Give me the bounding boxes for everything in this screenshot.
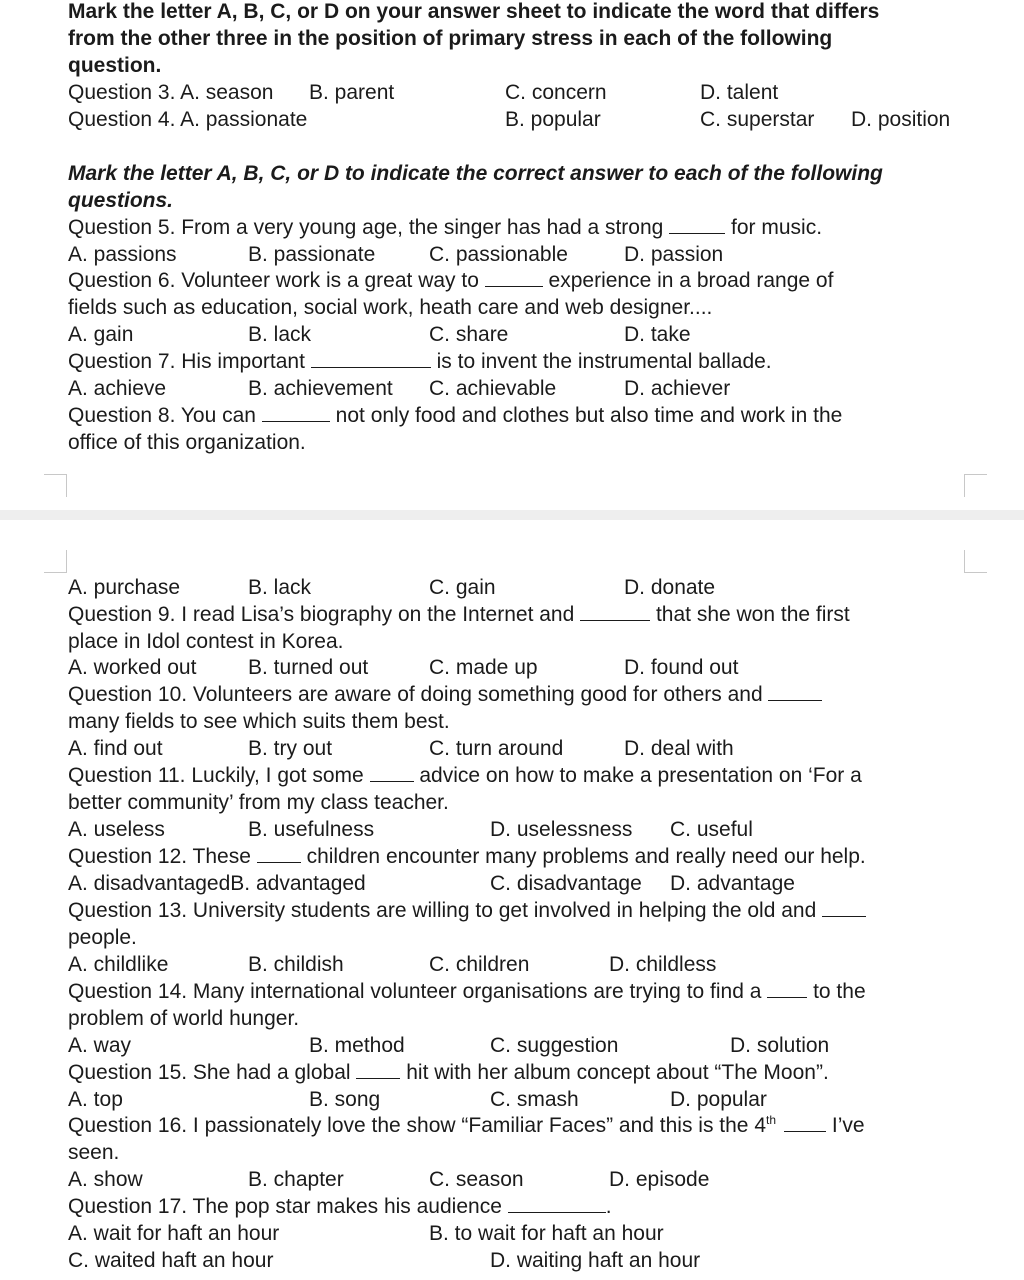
option-a: A. childlike xyxy=(68,953,169,976)
question-text-end: . xyxy=(605,1195,612,1218)
option-d: D. advantage xyxy=(670,872,795,895)
option-a: A. useless xyxy=(68,818,165,841)
option-a: A. passions xyxy=(68,243,177,266)
option-a: A. season xyxy=(180,81,274,104)
option-b: B. chapter xyxy=(248,1168,344,1191)
question-text-end: advice on how to make a presentation on ‘For a xyxy=(413,764,862,787)
question-text-line-2: place in Idol contest in Korea. xyxy=(68,630,344,653)
answer-blank xyxy=(257,844,301,863)
instruction2-line-1: Mark the letter A, B, C, or D to indicate the correct answer to each of the following xyxy=(68,162,883,185)
option-b: B. usefulness xyxy=(248,818,375,841)
answer-blank xyxy=(508,1194,606,1213)
option-a: A. passionate xyxy=(180,108,308,131)
question-text-line-2: many fields to see which suits them best. xyxy=(68,710,450,733)
question-text-end: to the xyxy=(807,980,866,1003)
option-a: A. show xyxy=(68,1168,143,1191)
instruction-line-2: from the other three in the position of primary stress in each of the following xyxy=(68,27,833,50)
option-c: C. waited haft an hour xyxy=(68,1249,274,1272)
option-b: B. achievement xyxy=(248,377,393,400)
question-text: Question 7. His important xyxy=(68,350,311,373)
instruction2-line-2: questions. xyxy=(68,189,174,212)
question-text-line-2: fields such as education, social work, heath care and web designer.... xyxy=(68,296,713,319)
question-text-end: experience in a broad range of xyxy=(542,269,834,292)
option-d: D. episode xyxy=(609,1168,710,1191)
question-text: Question 12. These xyxy=(68,845,257,868)
page-corner-mark xyxy=(964,550,987,573)
option-a: A. wait for haft an hour xyxy=(68,1222,280,1245)
option-d: D. take xyxy=(624,323,691,346)
question-text-end: hit with her album concept about “The Moon”. xyxy=(400,1061,829,1084)
page-corner-mark xyxy=(44,474,67,497)
option-a: A. achieve xyxy=(68,377,167,400)
answer-blank xyxy=(262,403,330,422)
option-a: A. find out xyxy=(68,737,163,760)
option-b: B. childish xyxy=(248,953,344,976)
question-text-end: children encounter many problems and really need our help. xyxy=(300,845,866,868)
option-c: C. disadvantage xyxy=(490,872,642,895)
question-text: Question 9. I read Lisa’s biography on the Internet and xyxy=(68,603,581,626)
question-text-end: not only food and clothes but also time and work in the xyxy=(329,404,843,427)
option-d: D. achiever xyxy=(624,377,731,400)
answer-blank xyxy=(822,898,866,917)
question-text-line-2: people. xyxy=(68,926,137,949)
question-text-end: for music. xyxy=(725,216,823,239)
option-c: C. turn around xyxy=(429,737,564,760)
option-d: D. waiting haft an hour xyxy=(490,1249,701,1272)
question-text: Question 11. Luckily, I got some xyxy=(68,764,370,787)
question-text: Question 14. Many international volunteer organisations are trying to find a xyxy=(68,980,768,1003)
question-text: Question 8. You can xyxy=(68,404,262,427)
option-c: C. superstar xyxy=(700,108,815,131)
answer-blank xyxy=(311,349,431,368)
option-d: D. found out xyxy=(624,656,739,679)
answer-blank xyxy=(485,268,543,287)
question-label: Question 4. xyxy=(68,108,181,131)
option-c: C. made up xyxy=(429,656,538,679)
question-text: Question 10. Volunteers are aware of doing something good for others and xyxy=(68,683,769,706)
option-a: A. way xyxy=(68,1034,132,1057)
option-c: C. season xyxy=(429,1168,524,1191)
question-text: Question 13. University students are willing to get involved in helping the old and xyxy=(68,899,823,922)
answer-blank xyxy=(356,1060,400,1079)
question-text-line-2: problem of world hunger. xyxy=(68,1007,300,1030)
option-d: D. childless xyxy=(609,953,717,976)
question-text-line-2: seen. xyxy=(68,1141,120,1164)
option-b: B. method xyxy=(309,1034,405,1057)
option-b: B. turned out xyxy=(248,656,369,679)
option-d: D. solution xyxy=(730,1034,830,1057)
option-d: D. passion xyxy=(624,243,724,266)
option-c: C. achievable xyxy=(429,377,557,400)
question-text-line-2: better community’ from my class teacher. xyxy=(68,791,449,814)
option-c: C. suggestion xyxy=(490,1034,619,1057)
option-c: C. children xyxy=(429,953,530,976)
option-a: A. purchase xyxy=(68,576,181,599)
option-d: D. deal with xyxy=(624,737,734,760)
answer-blank xyxy=(580,602,650,621)
option-d: D. talent xyxy=(700,81,779,104)
option-c: C. gain xyxy=(429,576,496,599)
option-b: B. lack xyxy=(248,323,312,346)
option-b: B. passionate xyxy=(248,243,376,266)
option-c: C. passionable xyxy=(429,243,568,266)
question-text: Question 16. I passionately love the show “Familiar Faces” and this is the 4 xyxy=(68,1114,767,1137)
option-a: A. worked out xyxy=(68,656,197,679)
page-corner-mark xyxy=(964,474,987,497)
option-c: C. concern xyxy=(505,81,607,104)
instruction-line-3: question. xyxy=(68,54,162,77)
option-a: A. top xyxy=(68,1088,123,1111)
question-text-end: I’ve xyxy=(826,1114,865,1137)
question-text: Question 6. Volunteer work is a great way to xyxy=(68,269,485,292)
option-b: B. lack xyxy=(248,576,312,599)
page-separator xyxy=(0,510,1024,520)
page-corner-mark xyxy=(44,550,67,573)
option-c: D. uselessness xyxy=(490,818,633,841)
option-d: C. useful xyxy=(670,818,753,841)
question-text: Question 5. From a very young age, the singer has had a strong xyxy=(68,216,670,239)
option-b: B. try out xyxy=(248,737,333,760)
option-a: A. gain xyxy=(68,323,134,346)
option-d: D. popular xyxy=(670,1088,767,1111)
question-text: Question 15. She had a global xyxy=(68,1061,357,1084)
answer-blank xyxy=(370,763,414,782)
question-text-end: that she won the first xyxy=(650,603,850,626)
question-label: Question 3. xyxy=(68,81,181,104)
option-b: B. parent xyxy=(309,81,395,104)
option-b: B. song xyxy=(309,1088,381,1111)
answer-blank xyxy=(784,1113,826,1132)
answer-blank xyxy=(669,215,725,234)
option-d: D. position xyxy=(851,108,951,131)
ordinal-suffix: th xyxy=(766,1113,777,1127)
question-text: Question 17. The pop star makes his audience xyxy=(68,1195,508,1218)
option-b: B. popular xyxy=(505,108,601,131)
answer-blank xyxy=(767,979,807,998)
instruction-line-1: Mark the letter A, B, C, or D on your answer sheet to indicate the word that differs xyxy=(68,0,880,23)
option-a-b: A. disadvantagedB. advantaged xyxy=(68,872,366,895)
option-c: C. share xyxy=(429,323,509,346)
option-c: C. smash xyxy=(490,1088,579,1111)
question-text-end: is to invent the instrumental ballade. xyxy=(430,350,772,373)
option-d: D. donate xyxy=(624,576,716,599)
option-b: B. to wait for haft an hour xyxy=(429,1222,664,1245)
question-text-line-2: office of this organization. xyxy=(68,431,306,454)
answer-blank xyxy=(768,682,822,701)
